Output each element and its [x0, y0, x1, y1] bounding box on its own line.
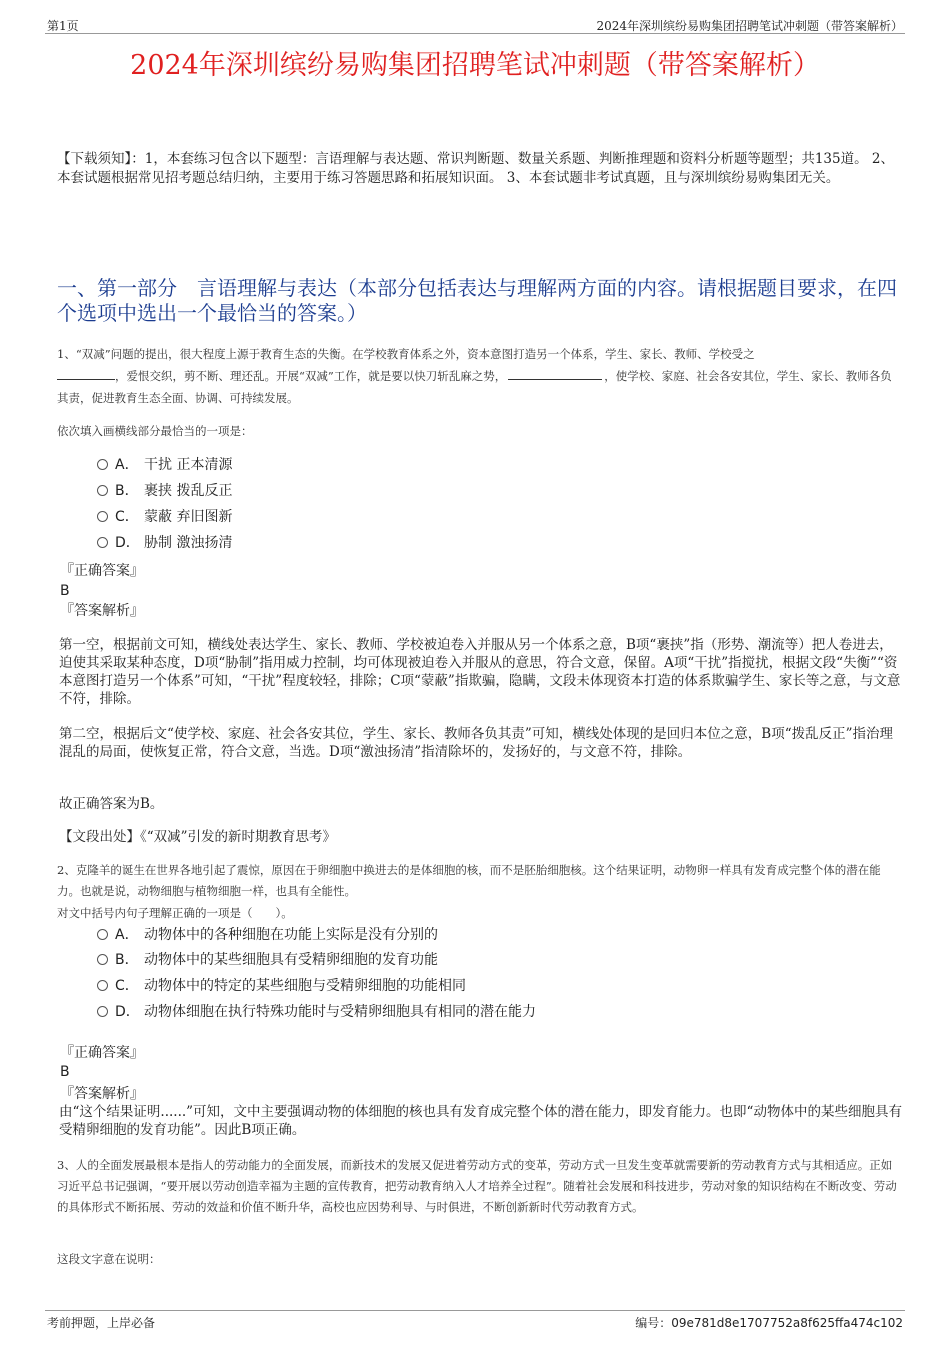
q2-analysis-label: 『答案解析』: [60, 1086, 144, 1102]
q2-option-c[interactable]: C． 动物体中的特定的某些细胞与受精卵细胞的功能相同: [97, 976, 466, 996]
footer-code: [635, 1314, 903, 1331]
footer-code-value: 09e781d8e1707752a8f625ffa474c102: [671, 1316, 903, 1330]
q2-option-a[interactable]: A． 动物体中的各种细胞在功能上实际是没有分别的: [97, 925, 438, 945]
running-header: 2024年深圳缤纷易购集团招聘笔试冲刺题（带答案解析）: [596, 19, 903, 33]
section-heading: 一、第一部分 言语理解与表达（本部分包括表达与理解两方面的内容。请根据题目要求，在四个选项中选出一个最恰当的答案。）: [57, 276, 897, 325]
q1-answer-label: 『正确答案』: [60, 563, 144, 579]
radio-icon[interactable]: [97, 511, 108, 522]
q1-option-b[interactable]: B． 裹挟 拨乱反正: [97, 481, 232, 501]
radio-icon[interactable]: [97, 929, 108, 940]
q1-blank-1: [57, 366, 115, 380]
q2-prompt: 对文中括号内句子理解正确的一项是（ ）。: [57, 906, 293, 920]
header-divider: [45, 33, 905, 34]
q1-answer-value: B: [60, 583, 70, 599]
radio-icon[interactable]: [97, 1006, 108, 1017]
q1-stem-part3: ，使学校、家庭、社会各安其位，学生、家长、教师各负其责，促进教育生态全面、协调、可持续发展。: [57, 369, 892, 405]
question-3-stem: 3、人的全面发展最根本是指人的劳动能力的全面发展，而新技术的发展又促进着劳动方式的变革，劳动方式一旦发生变革就需要新的劳动教育方式与其相适应。正如习近平总书记强调，“要开展以劳动创造幸福为主题的宣传教育，把劳动教育纳入人才培养全过程”。随着社会发展和科技进步，劳动对象的知识结构在不断改变、劳动的具体形式不断拓展、劳动的效益和价值不断升华，高校也应因势利导、与时俱进，不断创新新时代劳动教育方式。: [57, 1158, 897, 1214]
q3-prompt: 这段文字意在说明：: [57, 1252, 161, 1266]
q1-stem-part1: 1、“双减”问题的提出，很大程度上源于教育生态的失衡。在学校教育体系之外，资本意图打造另一个体系，学生、家长、教师、学校受之: [57, 347, 755, 361]
footer-divider: [45, 1310, 905, 1311]
page-number: 第1页: [47, 19, 79, 33]
q1-analysis-p2: 第二空，根据后文“使学校、家庭、社会各安其位，学生、家长、教师各负其责”可知，横线处体现的是回归本位之意，B项“拨乱反正”指治理混乱的局面，使恢复正常，符合文意，当选。D项“激浊扬清”指清除坏的，发扬好的，与文意不符，排除。: [59, 726, 894, 760]
q1-blank-2: [508, 366, 602, 380]
q1-option-c[interactable]: C． 蒙蔽 弃旧图新: [97, 507, 232, 527]
q2-option-d[interactable]: D． 动物体细胞在执行特殊功能时与受精卵细胞具有相同的潜在能力: [97, 1002, 536, 1022]
q2-answer-label: 『正确答案』: [60, 1045, 144, 1061]
radio-icon[interactable]: [97, 537, 108, 548]
document-title: 2024年深圳缤纷易购集团招聘笔试冲刺题（带答案解析）: [130, 50, 820, 81]
q1-analysis-label: 『答案解析』: [60, 603, 144, 619]
q2-analysis: 由“这个结果证明......”可知，文中主要强调动物的体细胞的核也具有发育成完整个体的潜在能力，即发育能力。也即“动物体中的某些细胞具有受精卵细胞的发育功能”。因此B项正确。: [59, 1104, 902, 1138]
q2-answer-value: B: [60, 1064, 70, 1080]
q1-option-a[interactable]: A． 干扰 正本清源: [97, 455, 232, 475]
q1-analysis-p1: 第一空，根据前文可知，横线处表达学生、家长、教师、学校被迫卷入并服从另一个体系之意，B项“裹挟”指（形势、潮流等）把人卷进去，迫使其采取某种态度，D项“胁制”指用威力控制，均可体现被迫卷入并服从的意思，符合文意，保留。A项“干扰”指搅扰，根据文段“失衡”“资本意图打造另一个体系”可知，“干扰”程度较轻，排除；C项“蒙蔽”指欺骗，隐瞒，文段未体现资本打造的体系欺骗学生、家长等之意，与文意不符，排除。: [59, 637, 901, 707]
q1-stem-part2: ，爱恨交织，剪不断、理还乱。开展“双减”工作，就是要以快刀斩乱麻之势，: [115, 369, 507, 383]
footer-slogan: 考前押题，上岸必备: [47, 1316, 156, 1330]
q2-option-b[interactable]: B． 动物体中的某些细胞具有受精卵细胞的发育功能: [97, 950, 438, 970]
radio-icon[interactable]: [97, 459, 108, 470]
download-notice: 【下载须知】：1，本套练习包含以下题型：言语理解与表达题、常识判断题、数量关系题、判断推理题和资料分析题等题型；共135道。 2、本套试题根据常见招考题总结归纳，主要用于练习答题思路和拓展知识面。 3、本套试题非考试真题，且与深圳缤纷易购集团无关。: [57, 151, 894, 186]
question-1-stem: [57, 343, 902, 409]
q1-prompt: 依次填入画横线部分最恰当的一项是：: [57, 424, 253, 438]
radio-icon[interactable]: [97, 980, 108, 991]
q1-conclusion: 故正确答案为B。: [59, 796, 164, 812]
footer-code-label: 编号：: [635, 1316, 672, 1330]
radio-icon[interactable]: [97, 485, 108, 496]
radio-icon[interactable]: [97, 954, 108, 965]
question-2-stem: 2、克隆羊的诞生在世界各地引起了震惊，原因在于卵细胞中换进去的是体细胞的核，而不是胚胎细胞核。这个结果证明，动物卵一样具有发育成完整个体的潜在能力。也就是说，动物细胞与植物细胞一样，也具有全能性。: [57, 863, 881, 898]
q1-source: 【文段出处】《“双减”引发的新时期教育思考》: [59, 829, 337, 845]
q1-option-d[interactable]: D． 胁制 激浊扬清: [97, 533, 232, 553]
